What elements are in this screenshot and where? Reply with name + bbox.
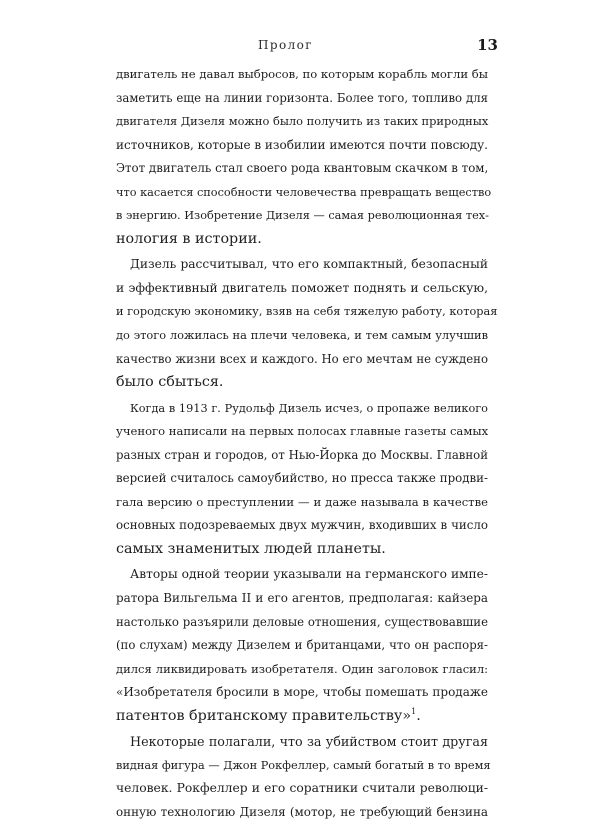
line-text: до этого ложилась на плечи человека, и тем самым улучшив <box>116 328 488 343</box>
text-line <box>116 87 488 111</box>
line-text: и эффективный двигатель поможет поднять и сельскую, <box>116 280 488 295</box>
line-text: Дизель рассчитывал, что его компактный, безопасный <box>130 257 488 272</box>
line-text: версией считалось самоубийство, но пресса также продви- <box>116 471 488 486</box>
line-text: нология в истории. <box>116 230 262 247</box>
footnote-marker[interactable]: 1 <box>411 707 417 716</box>
text-line <box>116 491 488 515</box>
text-line <box>116 420 488 444</box>
line-text: источников, которые в изобилии имеются почти повсюду. <box>116 137 488 152</box>
line-text: заметить еще на линии горизонта. Более того, топливо для <box>116 90 488 105</box>
line-text: двигателя Дизеля можно было получить из таких природных <box>116 114 489 129</box>
line-text: гала версию о преступлении — и даже называла в качестве <box>116 494 488 509</box>
line-text: «Изобретателя бросили в море, чтобы помешать продаже <box>116 685 488 700</box>
text-line <box>116 134 488 158</box>
text-line <box>116 754 491 778</box>
line-text: качество жизни всех и каждого. Но его мечтам не суждено <box>116 351 488 366</box>
line-text: двигатель не давал выбросов, по которым корабль могли бы <box>116 67 488 81</box>
text-line <box>116 658 488 682</box>
line-text: Этот двигатель стал своего рода квантовым скачком в том, <box>116 161 489 176</box>
line-text: и городскую экономику, взяв на себя тяжелую работу, которая <box>116 305 498 319</box>
text-line <box>116 611 488 635</box>
text-line <box>116 371 488 395</box>
text-line <box>116 324 488 348</box>
body-text <box>116 63 498 825</box>
text-line <box>116 634 488 658</box>
text-line <box>116 730 488 754</box>
paragraph <box>116 397 488 562</box>
text-line <box>116 63 488 87</box>
line-text: видная фигура — Джон Рокфеллер, самый богатый в то время <box>116 758 491 772</box>
line-text: Некоторые полагали, что за убийством стоит другая <box>130 734 488 750</box>
line-text: было сбыться. <box>116 374 224 391</box>
line-text: (по слухам) между Дизелем и британцами, что он распоря- <box>116 638 488 653</box>
section-title: Пролог <box>258 38 313 52</box>
line-text: ратора Вильгельма II и его агентов, предполагая: кайзера <box>116 591 488 606</box>
text-line <box>116 705 488 729</box>
text-line <box>116 801 488 825</box>
line-text: самых знаменитых людей планеты. <box>116 540 386 557</box>
paragraph <box>116 563 488 728</box>
text-line <box>116 563 488 587</box>
text-line <box>116 348 488 372</box>
line-text: разных стран и городов, от Нью-Йорка до Москвы. Главной <box>116 447 488 462</box>
line-text: человек. Рокфеллер и его соратники считали революци- <box>116 781 488 796</box>
text-line <box>116 444 488 468</box>
line-tail: . <box>416 707 421 724</box>
line-text: основных подозреваемых двух мужчин, входивших в число <box>116 518 488 533</box>
text-line <box>116 514 488 538</box>
text-line <box>116 157 488 181</box>
text-line <box>116 253 488 277</box>
line-text: в энергию. Изобретение Дизеля — самая революционная тех- <box>116 209 489 223</box>
line-text: что касается способности человечества превращать вещество <box>116 185 492 199</box>
line-text: ученого написали на первых полосах главные газеты самых <box>116 424 489 439</box>
paragraph <box>116 253 498 394</box>
text-line <box>116 467 488 491</box>
line-text: онную технологию Дизеля (мотор, не требующий бензина <box>116 804 488 819</box>
line-text: настолько разъярили деловые отношения, существовавшие <box>116 614 488 629</box>
line-text: Когда в 1913 г. Рудольф Дизель исчез, о пропаже великого <box>130 401 488 415</box>
paragraph <box>116 63 492 251</box>
text-line <box>116 228 488 252</box>
text-line <box>116 587 488 611</box>
text-line <box>116 538 488 562</box>
text-line <box>116 110 488 134</box>
running-head <box>0 36 600 58</box>
text-line <box>116 681 488 705</box>
line-text: Авторы одной теории указывали на германского импе- <box>130 567 488 582</box>
paragraph <box>116 730 491 824</box>
text-line <box>116 277 488 301</box>
text-line <box>116 204 488 228</box>
text-line <box>116 397 488 421</box>
text-line <box>116 300 498 324</box>
line-text: дился ликвидировать изобретателя. Один заголовок гласил: <box>116 661 488 676</box>
line-text: патентов британскому правительству» <box>116 707 412 724</box>
text-line <box>116 181 492 205</box>
text-line <box>116 777 488 801</box>
page-number: 13 <box>477 36 498 54</box>
